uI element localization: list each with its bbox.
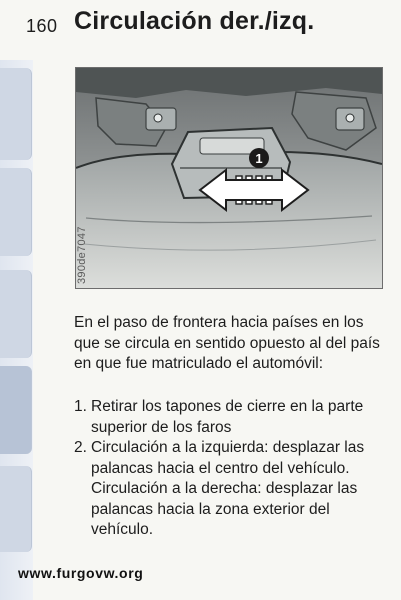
side-tab-2 xyxy=(0,168,32,256)
side-tab-5 xyxy=(0,466,32,552)
step-1 xyxy=(74,397,392,438)
page-number: 160 xyxy=(26,16,58,36)
side-tab-1 xyxy=(0,68,32,160)
step-2 xyxy=(74,438,392,541)
intro-paragraph: En el paso de frontera hacia países en los que se circula en sentido opuesto al del país en que fue matriculado el automóvil: xyxy=(74,314,380,372)
page-title: Circulación der./izq. xyxy=(74,7,315,35)
step-1-number: 1. xyxy=(74,398,87,415)
side-tab-strip xyxy=(0,60,33,600)
step-2-number: 2. xyxy=(74,439,87,456)
headlight-illustration xyxy=(76,68,382,288)
side-tab-4-active xyxy=(0,366,32,454)
instruction-steps xyxy=(74,397,392,541)
step-2-text-secondary: Circulación a la derecha: desplazar las palancas hacia la zona exterior del vehículo. xyxy=(91,480,358,538)
headlight-adjustment-figure xyxy=(75,67,383,289)
callout-number: 1 xyxy=(255,151,263,166)
side-tab-3 xyxy=(0,270,32,358)
step-1-text: Retirar los tapones de cierre en la parte superior de los faros xyxy=(91,398,364,436)
step-2-text: Circulación a la izquierda: desplazar las palancas hacia el centro del vehículo. xyxy=(91,439,365,477)
site-watermark: www.furgovw.org xyxy=(18,565,144,581)
figure-code: 390de7047 xyxy=(76,226,88,284)
